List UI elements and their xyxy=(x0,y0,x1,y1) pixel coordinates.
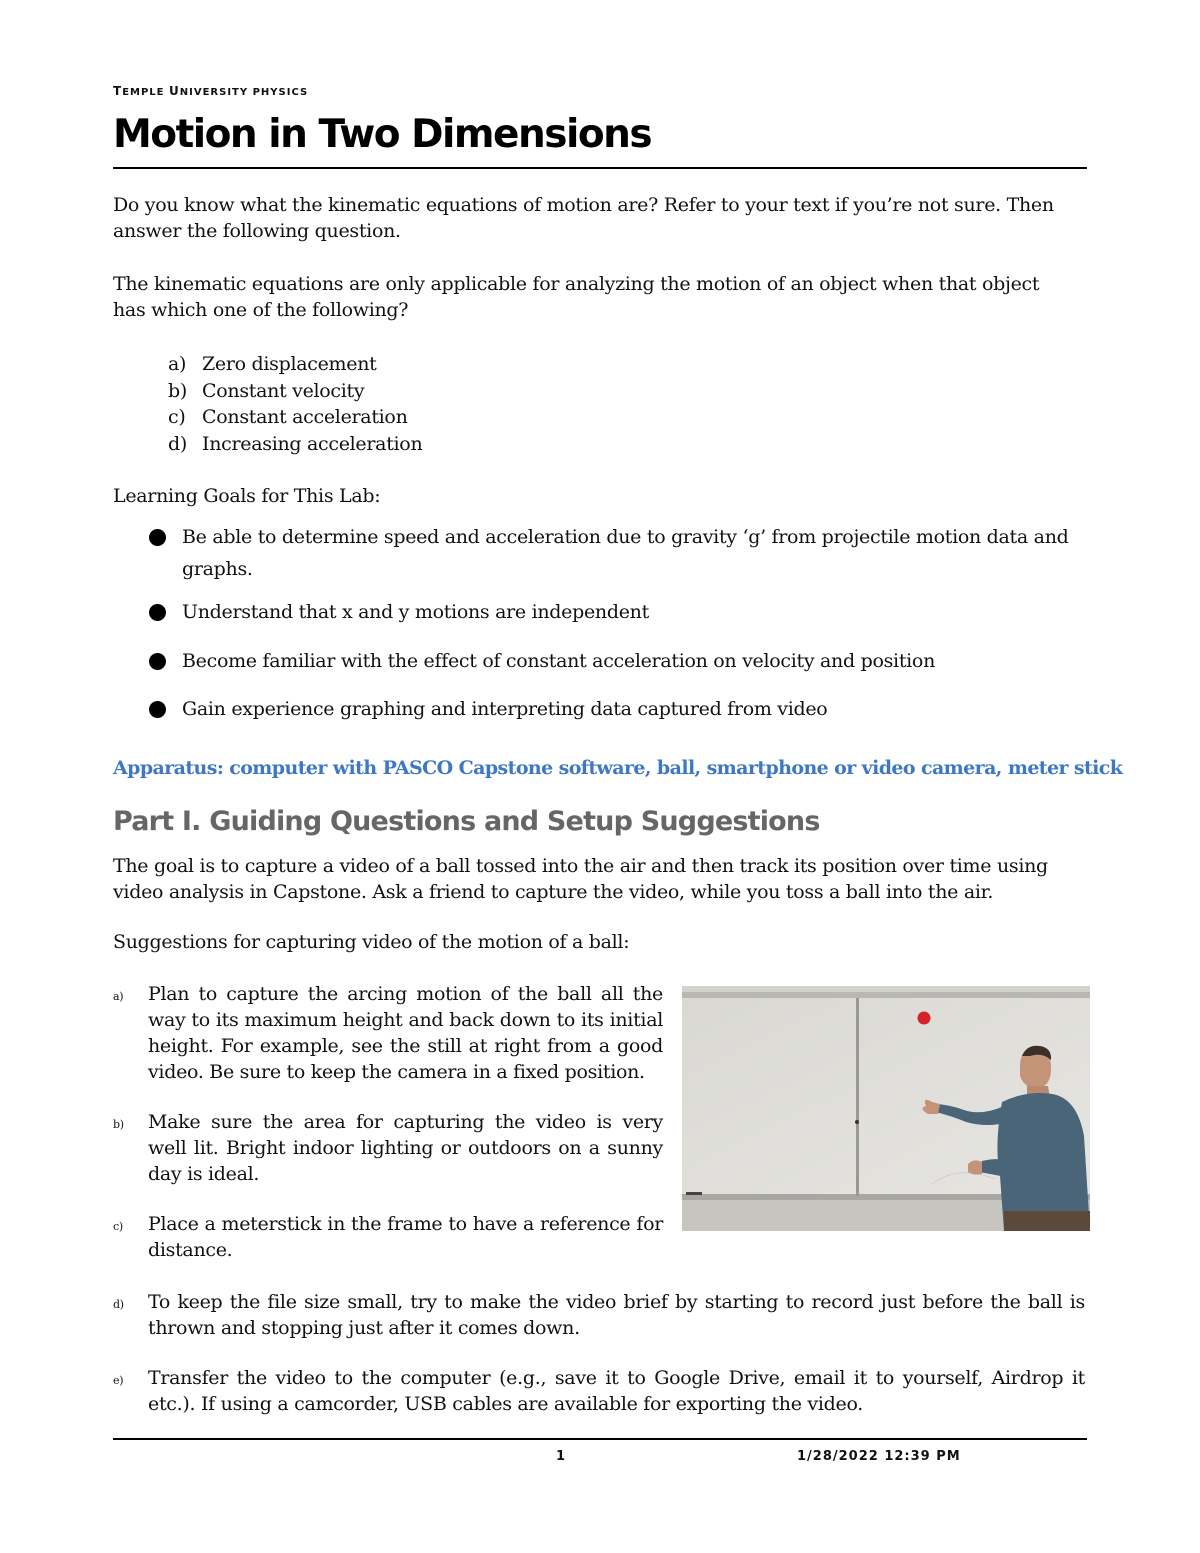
page-number: 1 xyxy=(556,1449,566,1464)
section-heading: Part I. Guiding Questions and Setup Suggestions xyxy=(113,806,820,837)
part1-paragraph-1: The goal is to capture a video of a ball tossed into the air and then track its position over time using video analysis in Capstone. Ask a friend to capture the video, while you toss a ball into the air. xyxy=(113,855,1048,903)
goal-item: Understand that x and y motions are independent xyxy=(149,596,1079,628)
apparatus-line: Apparatus: computer with PASCO Capstone software, ball, smartphone or video camera, meter stick xyxy=(113,757,1123,779)
goal-item: Be able to determine speed and acceleration due to gravity ‘g’ from projectile motion data and graphs. xyxy=(149,521,1079,585)
goals-heading: Learning Goals for This Lab: xyxy=(113,485,381,507)
bullet-icon xyxy=(149,529,166,546)
choice-item: c) Constant acceleration xyxy=(168,406,408,428)
part1-paragraph-2: Suggestions for capturing video of the motion of a ball: xyxy=(113,931,630,953)
video-still-image xyxy=(682,986,1090,1231)
choice-item: a) Zero displacement xyxy=(168,353,377,375)
page-title: Motion in Two Dimensions xyxy=(113,112,652,157)
suggestion-item: c) Place a meterstick in the frame to have a reference for distance. xyxy=(113,1213,663,1261)
suggestion-item: e) Transfer the video to the computer (e.g., save it to Google Drive, email it to yourself, Airdrop it etc.). If using a camcorder, USB cables are available for exporting the video. xyxy=(113,1367,1085,1415)
choice-item: d) Increasing acceleration xyxy=(168,432,423,455)
suggestion-item: b) Make sure the area for capturing the video is very well lit. Bright indoor lighting or outdoors on a sunny day is ideal. xyxy=(113,1111,663,1185)
bullet-icon xyxy=(149,653,166,670)
intro-paragraph-1: Do you know what the kinematic equations of motion are? Refer to your text if you’re not sure. Then answer the following question. xyxy=(113,194,1054,242)
choice-item: b) Constant velocity xyxy=(168,379,365,402)
choice-list xyxy=(168,351,422,457)
goal-item: Become familiar with the effect of constant acceleration on velocity and position xyxy=(149,645,1079,677)
intro-paragraph-2: The kinematic equations are only applicable for analyzing the motion of an object when that object has which one of the following? xyxy=(113,273,1040,321)
suggestion-item: d) To keep the file size small, try to make the video brief by starting to record just before the ball is thrown and stopping just after it comes down. xyxy=(113,1291,1085,1339)
video-still-illustration xyxy=(682,986,1090,1231)
goal-item: Gain experience graphing and interpreting data captured from video xyxy=(149,693,1079,725)
footer-rule xyxy=(113,1438,1087,1440)
bullet-icon xyxy=(149,604,166,621)
footer-datetime: 1/28/2022 12:39 PM xyxy=(797,1449,961,1464)
suggestion-item: a) Plan to capture the arcing motion of the ball all the way to its maximum height and back down to its initial height. For example, see the still at right from a good video. Be sure to keep the camera in a fixed position. xyxy=(113,983,663,1083)
header-org: TEMPLE UNIVERSITY PHYSICS xyxy=(113,84,309,98)
title-rule xyxy=(113,167,1087,169)
bullet-icon xyxy=(149,701,166,718)
